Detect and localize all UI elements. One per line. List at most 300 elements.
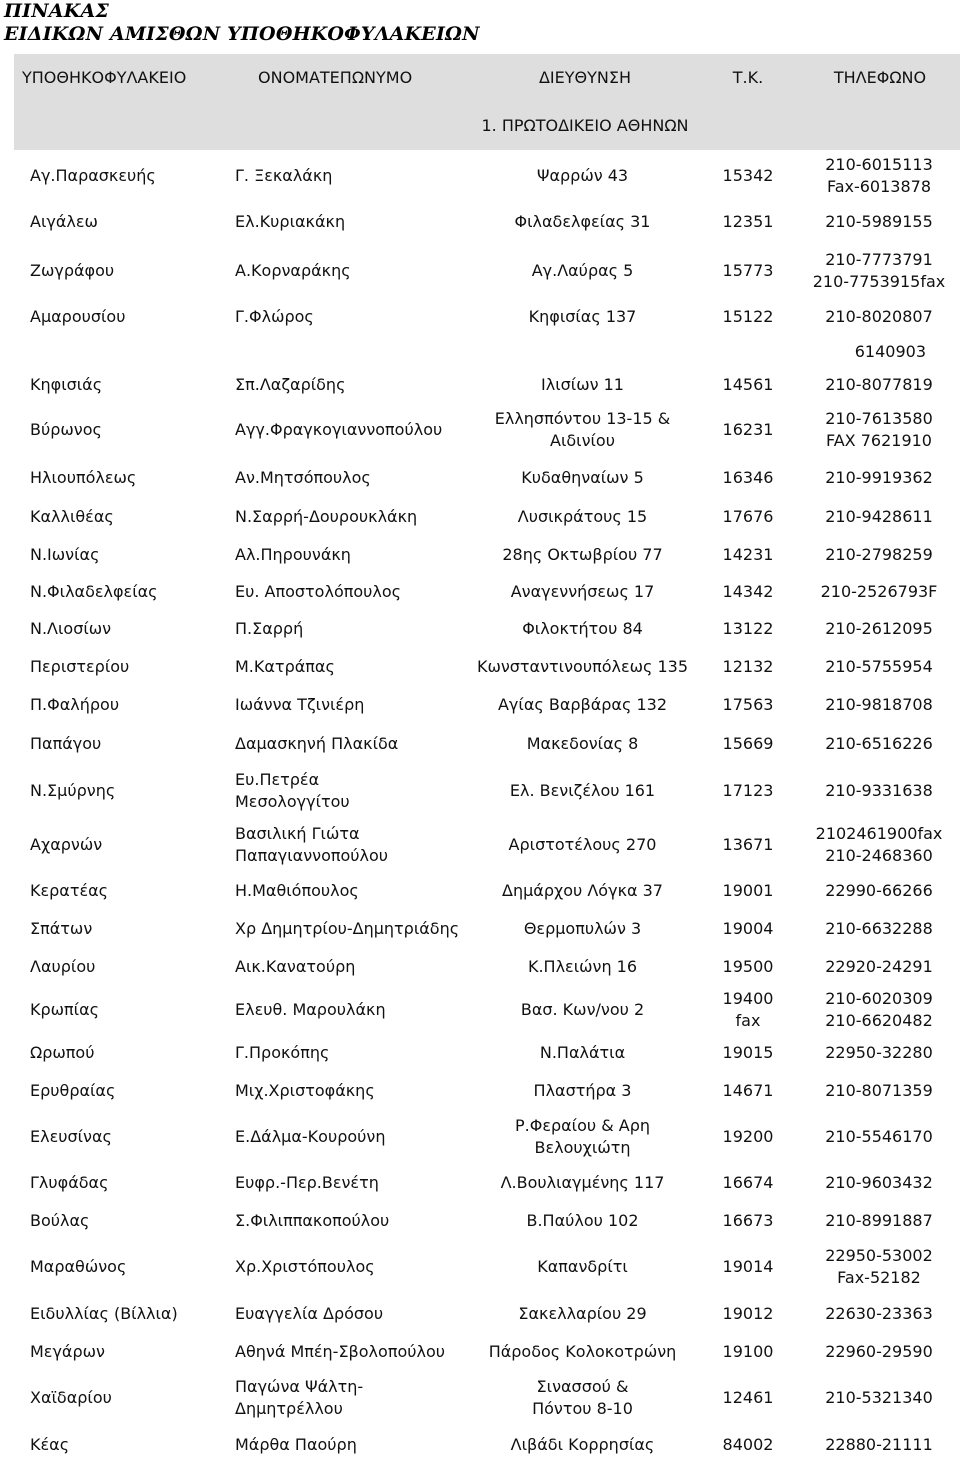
phone-cell-line: 210-2612095 xyxy=(825,619,933,638)
office-cell-line: Αιγάλεω xyxy=(30,212,98,231)
name-cell-line: Χρ Δημητρίου-Δημητριάδης xyxy=(235,919,460,938)
phone-cell-line: 210-7613580 xyxy=(825,409,933,428)
zip-cell xyxy=(700,536,796,574)
phone-cell xyxy=(798,1202,960,1240)
phone-cell-line: 210-8077819 xyxy=(825,375,933,394)
name-cell xyxy=(235,458,480,498)
zip-cell-line: 14671 xyxy=(722,1081,774,1100)
office-cell xyxy=(30,244,230,298)
zip-cell xyxy=(700,200,796,244)
address-cell-line: Κωνσταντινουπόλεως 135 xyxy=(476,657,689,676)
address-cell xyxy=(460,686,705,724)
office-cell xyxy=(30,1426,230,1464)
office-cell xyxy=(30,1034,230,1072)
office-cell xyxy=(30,948,230,986)
phone-cell-line: 210-2468360 xyxy=(825,846,933,865)
phone-cell xyxy=(798,200,960,244)
name-cell xyxy=(235,1240,480,1294)
name-cell xyxy=(235,986,480,1034)
header-zip: Τ.Κ. xyxy=(732,68,764,87)
name-cell xyxy=(235,1202,480,1240)
office-cell xyxy=(30,686,230,724)
name-cell-line: Μ.Κατράπας xyxy=(235,657,335,676)
table-row xyxy=(0,686,960,724)
name-cell xyxy=(235,610,480,648)
phone-cell xyxy=(798,948,960,986)
table-row xyxy=(0,574,960,610)
address-cell xyxy=(460,1334,705,1370)
name-cell xyxy=(235,872,480,910)
address-cell xyxy=(460,498,705,536)
zip-cell xyxy=(700,872,796,910)
address-cell xyxy=(460,336,705,368)
office-cell-line: Αμαρουσίου xyxy=(30,307,126,326)
office-cell-line: Χαϊδαρίου xyxy=(30,1388,112,1407)
name-cell-line: Βασιλική Γιώτα xyxy=(235,824,360,843)
zip-cell xyxy=(700,1426,796,1464)
phone-cell-line: 210-9331638 xyxy=(825,781,933,800)
table-header-row xyxy=(0,58,960,98)
address-cell xyxy=(460,574,705,610)
office-cell xyxy=(30,872,230,910)
address-cell-line: Σινασσού & xyxy=(536,1377,629,1396)
zip-cell-line: 15342 xyxy=(722,166,774,185)
office-cell-line: Μεγάρων xyxy=(30,1342,105,1361)
zip-cell xyxy=(700,1202,796,1240)
office-cell-line: Ωρωπού xyxy=(30,1043,95,1062)
table-row xyxy=(0,1294,960,1334)
name-cell xyxy=(235,368,480,402)
phone-cell xyxy=(798,872,960,910)
phone-cell xyxy=(798,536,960,574)
phone-cell-line: 210-2798259 xyxy=(825,545,933,564)
name-cell-line: Γ.Προκόπης xyxy=(235,1043,330,1062)
zip-cell-line: 19014 xyxy=(722,1257,774,1276)
address-cell xyxy=(460,818,705,872)
zip-cell xyxy=(700,402,796,458)
address-cell xyxy=(460,458,705,498)
name-cell-line: Μάρθα Παούρη xyxy=(235,1435,357,1454)
address-cell-line: Κηφισίας 137 xyxy=(528,307,637,326)
address-cell-line: Κ.Πλειώνη 16 xyxy=(527,957,638,976)
address-cell-line: Ν.Παλάτια xyxy=(539,1043,626,1062)
phone-cell-line: 210-9603432 xyxy=(825,1173,933,1192)
office-cell-line: Ελευσίνας xyxy=(30,1127,112,1146)
address-cell-line: Μακεδονίας 8 xyxy=(526,734,639,753)
phone-cell-line: 210-6516226 xyxy=(825,734,933,753)
address-cell xyxy=(460,872,705,910)
address-cell-line: Λυσικράτους 15 xyxy=(517,507,648,526)
phone-cell-line: 210-6020309 xyxy=(825,989,933,1008)
office-cell xyxy=(30,986,230,1034)
phone-cell-line: 210-5755954 xyxy=(825,657,933,676)
address-cell-line: 28ης Οκτωβρίου 77 xyxy=(502,545,663,564)
address-cell-line: Ρ.Φεραίου & Αρη xyxy=(514,1116,651,1135)
phone-cell-line: 210-9428611 xyxy=(825,507,933,526)
zip-cell xyxy=(700,1034,796,1072)
phone-cell-line: 210-6632288 xyxy=(825,919,933,938)
name-cell xyxy=(235,686,480,724)
zip-cell-line: 17676 xyxy=(722,507,774,526)
phone-cell-line: 210-7753915fax xyxy=(812,272,946,291)
office-cell-line: Αγ.Παρασκευής xyxy=(30,166,156,185)
name-cell-line: Η.Μαθιόπουλος xyxy=(235,881,359,900)
office-cell-line: Ν.Λιοσίων xyxy=(30,619,112,638)
table-row xyxy=(0,1034,960,1072)
phone-cell xyxy=(798,1034,960,1072)
phone-cell xyxy=(798,336,960,368)
name-cell xyxy=(235,1164,480,1202)
phone-cell xyxy=(798,152,960,200)
address-cell-line: Ιλισίων 11 xyxy=(541,375,624,394)
name-cell-line: Ν.Σαρρή-Δουρουκλάκη xyxy=(235,507,418,526)
table-row xyxy=(0,948,960,986)
phone-cell xyxy=(798,910,960,948)
zip-cell xyxy=(700,298,796,336)
table-row xyxy=(0,536,960,574)
name-cell xyxy=(235,724,480,764)
phone-cell-line: 210-7773791 xyxy=(825,250,933,269)
zip-cell xyxy=(700,724,796,764)
zip-cell-line: fax xyxy=(735,1011,761,1030)
header-address: ΔΙΕΥΘΥΝΣΗ xyxy=(538,68,632,87)
name-cell xyxy=(235,574,480,610)
address-cell-line: Πλαστήρα 3 xyxy=(533,1081,632,1100)
phone-cell-line: 210-6620482 xyxy=(825,1011,933,1030)
phone-cell-line: 22990-66266 xyxy=(825,881,933,900)
zip-cell xyxy=(700,1370,796,1426)
name-cell-line: Ιωάννα Τζινιέρη xyxy=(235,695,365,714)
zip-cell xyxy=(700,648,796,686)
zip-cell-line: 16673 xyxy=(722,1211,774,1230)
zip-cell xyxy=(700,1294,796,1334)
table-row xyxy=(0,1202,960,1240)
office-cell xyxy=(30,498,230,536)
zip-cell-line: 19015 xyxy=(722,1043,774,1062)
zip-cell-line: 13122 xyxy=(722,619,774,638)
zip-cell xyxy=(700,498,796,536)
name-cell-line: Ελ.Κυριακάκη xyxy=(235,212,346,231)
phone-cell-line: 22950-53002 xyxy=(825,1246,933,1265)
phone-cell xyxy=(798,368,960,402)
table-row xyxy=(0,872,960,910)
zip-cell xyxy=(700,458,796,498)
address-cell-line: Β.Παύλου 102 xyxy=(526,1211,639,1230)
address-cell-line: Πόντου 8-10 xyxy=(532,1399,633,1418)
zip-cell xyxy=(700,764,796,818)
office-cell xyxy=(30,574,230,610)
zip-cell-line: 12461 xyxy=(722,1388,774,1407)
zip-cell xyxy=(700,368,796,402)
zip-cell xyxy=(700,244,796,298)
office-cell xyxy=(30,1294,230,1334)
name-cell xyxy=(235,298,480,336)
name-cell xyxy=(235,764,480,818)
title-line-2: ΕΙΔΙΚΩΝ ΑΜΙΣΘΩΝ ΥΠΟΘΗΚΟΦΥΛΑΚΕΙΩΝ xyxy=(4,23,480,45)
zip-cell xyxy=(700,910,796,948)
office-cell-line: Μαραθώνος xyxy=(30,1257,127,1276)
address-cell-line: Αιδινίου xyxy=(550,431,615,450)
phone-cell-line: 210-9818708 xyxy=(825,695,933,714)
table-row xyxy=(0,1240,960,1294)
name-cell xyxy=(235,910,480,948)
table-row xyxy=(0,986,960,1034)
phone-cell xyxy=(798,1426,960,1464)
table-row xyxy=(0,1370,960,1426)
address-cell xyxy=(460,610,705,648)
office-cell-line: Βούλας xyxy=(30,1211,90,1230)
name-cell-line: Αν.Μητσόπουλος xyxy=(235,468,371,487)
phone-cell xyxy=(798,986,960,1034)
name-cell-line: Χρ.Χριστόπουλος xyxy=(235,1257,375,1276)
address-cell xyxy=(460,1240,705,1294)
address-cell-line: Βασ. Κων/νου 2 xyxy=(520,1000,645,1019)
zip-cell-line: 14561 xyxy=(722,375,774,394)
header-name: ΟΝΟΜΑΤΕΠΩΝΥΜΟ xyxy=(258,68,413,87)
zip-cell-line: 17123 xyxy=(722,781,774,800)
office-cell xyxy=(30,1240,230,1294)
address-cell xyxy=(460,724,705,764)
name-cell-line: Ελευθ. Μαρουλάκη xyxy=(235,1000,386,1019)
office-cell-line: Περιστερίου xyxy=(30,657,130,676)
address-cell xyxy=(460,986,705,1034)
name-cell xyxy=(235,1294,480,1334)
address-cell-line: Φιλαδελφείας 31 xyxy=(514,212,651,231)
table-row xyxy=(0,1110,960,1164)
section-title: 1. ΠΡΩΤΟΔΙΚΕΙΟ ΑΘΗΝΩΝ xyxy=(481,116,689,135)
phone-cell xyxy=(798,648,960,686)
phone-cell xyxy=(798,1240,960,1294)
office-cell xyxy=(30,648,230,686)
phone-cell xyxy=(798,1334,960,1370)
office-cell-line: Ν.Φιλαδελφείας xyxy=(30,582,158,601)
office-cell xyxy=(30,818,230,872)
phone-cell-line: FAX 7621910 xyxy=(826,431,932,450)
office-cell-line: Ηλιουπόλεως xyxy=(30,468,137,487)
office-cell-line: Ερυθραίας xyxy=(30,1081,116,1100)
name-cell-line: Μιχ.Χριστοφάκης xyxy=(235,1081,375,1100)
office-cell xyxy=(30,152,230,200)
name-cell xyxy=(235,1034,480,1072)
phone-cell xyxy=(798,1370,960,1426)
address-cell xyxy=(460,948,705,986)
name-cell-line: Παπαγιαννοπούλου xyxy=(235,846,389,865)
table-row xyxy=(0,498,960,536)
office-cell xyxy=(30,402,230,458)
name-cell-line: Ε.Δάλμα-Κουρούνη xyxy=(235,1127,386,1146)
phone-cell-line: 22960-29590 xyxy=(825,1342,933,1361)
table-row xyxy=(0,1426,960,1464)
zip-cell-line: 19200 xyxy=(722,1127,774,1146)
table-row xyxy=(0,336,960,368)
address-cell-line: Ελλησπόντου 13-15 & xyxy=(494,409,671,428)
zip-cell xyxy=(700,1334,796,1370)
phone-cell-line: 210-5321340 xyxy=(825,1388,933,1407)
name-cell-line: Γ.Φλώρος xyxy=(235,307,314,326)
address-cell xyxy=(460,152,705,200)
phone-cell xyxy=(798,458,960,498)
address-cell xyxy=(460,402,705,458)
office-cell-line: Ζωγράφου xyxy=(30,261,115,280)
address-cell-line: Λ.Βουλιαγμένης 117 xyxy=(500,1173,665,1192)
office-cell xyxy=(30,336,230,368)
office-cell xyxy=(30,368,230,402)
zip-cell xyxy=(700,574,796,610)
phone-cell xyxy=(798,610,960,648)
address-cell xyxy=(460,1370,705,1426)
office-cell-line: Κρωπίας xyxy=(30,1000,100,1019)
table-row xyxy=(0,152,960,200)
name-cell xyxy=(235,948,480,986)
address-cell-line: Θερμοπυλών 3 xyxy=(523,919,642,938)
address-cell-line: Ψαρρών 43 xyxy=(536,166,629,185)
phone-cell xyxy=(798,298,960,336)
phone-cell-line: 2102461900fax xyxy=(815,824,943,843)
office-cell xyxy=(30,1202,230,1240)
name-cell xyxy=(235,200,480,244)
phone-cell-line: 210-5546170 xyxy=(825,1127,933,1146)
name-cell-line: Ευ. Αποστολόπουλος xyxy=(235,582,402,601)
phone-cell-line: 22880-21111 xyxy=(825,1435,933,1454)
zip-cell-line: 14342 xyxy=(722,582,774,601)
address-cell xyxy=(460,1110,705,1164)
table-row xyxy=(0,610,960,648)
address-cell-line: Καπανδρίτι xyxy=(537,1257,628,1276)
address-cell xyxy=(460,1426,705,1464)
phone-cell-line: 6140903 xyxy=(854,342,926,361)
name-cell-line: Σ.Φιλιππακοπούλου xyxy=(235,1211,390,1230)
phone-cell-line: 22630-23363 xyxy=(825,1304,933,1323)
office-cell xyxy=(30,1334,230,1370)
name-cell xyxy=(235,498,480,536)
office-cell xyxy=(30,1072,230,1110)
zip-cell-line: 12132 xyxy=(722,657,774,676)
phone-cell-line: 210-2526793F xyxy=(820,582,938,601)
zip-cell-line: 16231 xyxy=(722,420,774,439)
zip-cell xyxy=(700,1072,796,1110)
table-row xyxy=(0,818,960,872)
office-cell-line: Κερατέας xyxy=(30,881,109,900)
zip-cell-line: 19400 xyxy=(722,989,774,1008)
table-row xyxy=(0,298,960,336)
office-cell-line: Σπάτων xyxy=(30,919,93,938)
phone-cell-line: 210-9919362 xyxy=(825,468,933,487)
zip-cell xyxy=(700,610,796,648)
office-cell-line: Ν.Σμύρνης xyxy=(30,781,116,800)
zip-cell-line: 19004 xyxy=(722,919,774,938)
office-cell-line: Γλυφάδας xyxy=(30,1173,109,1192)
office-cell-line: Καλλιθέας xyxy=(30,507,114,526)
title-line-1: ΠΙΝΑΚΑΣ xyxy=(4,0,110,22)
name-cell-line: Γ. Ξεκαλάκη xyxy=(235,166,333,185)
office-cell xyxy=(30,536,230,574)
office-cell xyxy=(30,764,230,818)
name-cell xyxy=(235,1426,480,1464)
zip-cell-line: 19500 xyxy=(722,957,774,976)
office-cell xyxy=(30,298,230,336)
name-cell-line: Ευφρ.-Περ.Βενέτη xyxy=(235,1173,379,1192)
name-cell xyxy=(235,536,480,574)
phone-cell-line: 210-8020807 xyxy=(825,307,933,326)
name-cell-line: Σπ.Λαζαρίδης xyxy=(235,375,346,394)
phone-cell-line: 210-6015113 xyxy=(825,155,933,174)
zip-cell-line: 84002 xyxy=(722,1435,774,1454)
zip-cell-line: 19001 xyxy=(722,881,774,900)
name-cell xyxy=(235,152,480,200)
zip-cell xyxy=(700,336,796,368)
address-cell xyxy=(460,1072,705,1110)
zip-cell xyxy=(700,686,796,724)
zip-cell xyxy=(700,818,796,872)
phone-cell xyxy=(798,402,960,458)
phone-cell-line: 22920-24291 xyxy=(825,957,933,976)
phone-cell xyxy=(798,1164,960,1202)
table-row xyxy=(0,1164,960,1202)
phone-cell xyxy=(798,244,960,298)
zip-cell xyxy=(700,1240,796,1294)
phone-cell-line: 210-8991887 xyxy=(825,1211,933,1230)
office-cell xyxy=(30,458,230,498)
office-cell-line: Κηφισιάς xyxy=(30,375,103,394)
office-cell xyxy=(30,1370,230,1426)
phone-cell xyxy=(798,724,960,764)
zip-cell-line: 19100 xyxy=(722,1342,774,1361)
name-cell-line: Αγγ.Φραγκογιαννοπούλου xyxy=(235,420,443,439)
table-row xyxy=(0,244,960,298)
office-cell-line: Π.Φαλήρου xyxy=(30,695,120,714)
address-cell xyxy=(460,648,705,686)
office-cell-line: Ν.Ιωνίας xyxy=(30,545,100,564)
address-cell xyxy=(460,1294,705,1334)
name-cell-line: Αλ.Πηρουνάκη xyxy=(235,545,351,564)
table-row xyxy=(0,200,960,244)
office-cell-line: Αχαρνών xyxy=(30,835,103,854)
address-cell xyxy=(460,910,705,948)
table-row xyxy=(0,458,960,498)
address-cell-line: Δημάρχου Λόγκα 37 xyxy=(502,881,663,900)
office-cell xyxy=(30,910,230,948)
name-cell-line: Μεσολογγίτου xyxy=(235,792,350,811)
address-cell-line: Βελουχιώτη xyxy=(534,1138,631,1157)
phone-cell xyxy=(798,574,960,610)
name-cell xyxy=(235,244,480,298)
office-cell xyxy=(30,610,230,648)
table-row xyxy=(0,1072,960,1110)
name-cell-line: Δημητρέλλου xyxy=(235,1399,343,1418)
address-cell-line: Λιβάδι Κορρησίας xyxy=(510,1435,655,1454)
zip-cell-line: 15773 xyxy=(722,261,774,280)
name-cell-line: Αθηνά Μπέη-Σβολοπούλου xyxy=(235,1342,446,1361)
address-cell xyxy=(460,536,705,574)
zip-cell-line: 12351 xyxy=(722,212,774,231)
address-cell-line: Αναγεννήσεως 17 xyxy=(510,582,655,601)
zip-cell-line: 13671 xyxy=(722,835,774,854)
name-cell-line: Αικ.Κανατούρη xyxy=(235,957,356,976)
office-cell-line: Παπάγου xyxy=(30,734,102,753)
address-cell xyxy=(460,1034,705,1072)
phone-cell-line: 210-8071359 xyxy=(825,1081,933,1100)
address-cell xyxy=(460,1164,705,1202)
zip-cell-line: 19012 xyxy=(722,1304,774,1323)
zip-cell xyxy=(700,152,796,200)
address-cell xyxy=(460,368,705,402)
office-cell-line: Βύρωνος xyxy=(30,420,102,439)
name-cell-line: Δαμασκηνή Πλακίδα xyxy=(235,734,399,753)
address-cell xyxy=(460,200,705,244)
phone-cell xyxy=(798,498,960,536)
zip-cell-line: 15669 xyxy=(722,734,774,753)
address-cell xyxy=(460,764,705,818)
